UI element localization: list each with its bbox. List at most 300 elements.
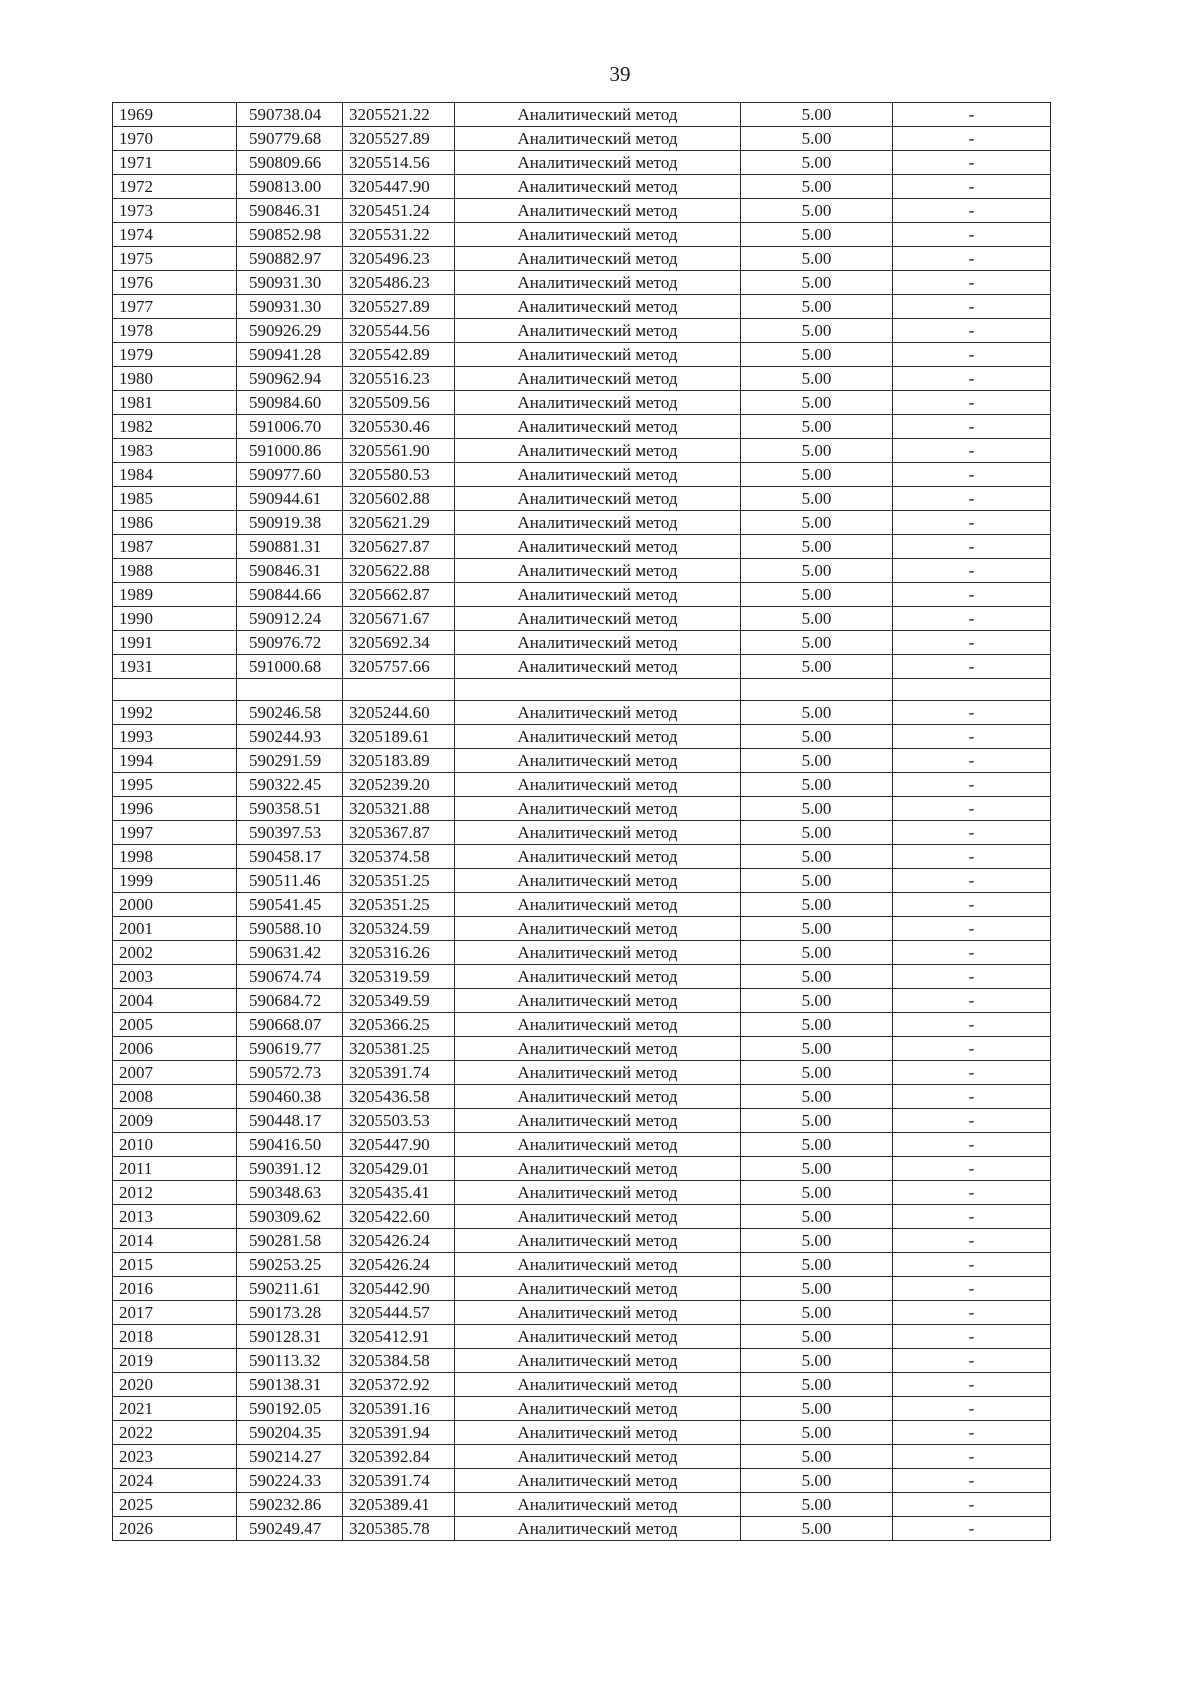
y-coordinate-cell: 3205351.25: [343, 893, 455, 917]
x-coordinate-cell: 590448.17: [237, 1109, 343, 1133]
table-row: [113, 1517, 1051, 1541]
table-row: [113, 511, 1051, 535]
point-number-cell: 1988: [113, 559, 237, 583]
note-cell: -: [893, 845, 1051, 869]
error-cell: 5.00: [741, 965, 893, 989]
y-coordinate-cell: 3205426.24: [343, 1253, 455, 1277]
y-coordinate-cell: 3205319.59: [343, 965, 455, 989]
error-cell: 5.00: [741, 559, 893, 583]
error-cell: 5.00: [741, 199, 893, 223]
note-cell: -: [893, 631, 1051, 655]
note-cell: -: [893, 559, 1051, 583]
x-coordinate-cell: 590912.24: [237, 607, 343, 631]
error-cell: 5.00: [741, 1085, 893, 1109]
error-cell: 5.00: [741, 1469, 893, 1493]
method-cell: Аналитический метод: [455, 295, 741, 319]
x-coordinate-cell: 590460.38: [237, 1085, 343, 1109]
point-number-cell: 2016: [113, 1277, 237, 1301]
table-row: [113, 821, 1051, 845]
note-cell: -: [893, 1445, 1051, 1469]
note-cell: -: [893, 1277, 1051, 1301]
point-number-cell: 2000: [113, 893, 237, 917]
method-cell: Аналитический метод: [455, 223, 741, 247]
table-row: [113, 773, 1051, 797]
error-cell: 5.00: [741, 869, 893, 893]
error-cell: 5.00: [741, 247, 893, 271]
table-row: [113, 725, 1051, 749]
x-coordinate-cell: 590224.33: [237, 1469, 343, 1493]
method-cell: Аналитический метод: [455, 271, 741, 295]
error-cell: 5.00: [741, 319, 893, 343]
table-row: [113, 607, 1051, 631]
note-cell: -: [893, 1157, 1051, 1181]
table-row: [113, 1349, 1051, 1373]
y-coordinate-cell: 3205384.58: [343, 1349, 455, 1373]
point-number-cell: 1994: [113, 749, 237, 773]
method-cell: Аналитический метод: [455, 103, 741, 127]
note-cell: -: [893, 1253, 1051, 1277]
point-number-cell: 1972: [113, 175, 237, 199]
x-coordinate-cell: 590113.32: [237, 1349, 343, 1373]
y-coordinate-cell: 3205692.34: [343, 631, 455, 655]
note-cell: -: [893, 1397, 1051, 1421]
error-cell: 5.00: [741, 1229, 893, 1253]
table-row: [113, 1301, 1051, 1325]
y-coordinate-cell: 3205521.22: [343, 103, 455, 127]
method-cell: Аналитический метод: [455, 1349, 741, 1373]
x-coordinate-cell: 590138.31: [237, 1373, 343, 1397]
y-coordinate-cell: 3205366.25: [343, 1013, 455, 1037]
y-coordinate-cell: 3205435.41: [343, 1181, 455, 1205]
method-cell: Аналитический метод: [455, 1205, 741, 1229]
note-cell: -: [893, 367, 1051, 391]
table-row: [113, 1445, 1051, 1469]
y-coordinate-cell: 3205316.26: [343, 941, 455, 965]
y-coordinate-cell: 3205189.61: [343, 725, 455, 749]
x-coordinate-cell: 590809.66: [237, 151, 343, 175]
note-cell: -: [893, 1301, 1051, 1325]
note-cell: -: [893, 773, 1051, 797]
point-number-cell: 2022: [113, 1421, 237, 1445]
table-row: [113, 631, 1051, 655]
point-number-cell: 1990: [113, 607, 237, 631]
y-coordinate-cell: 3205391.74: [343, 1469, 455, 1493]
x-coordinate-cell: 590844.66: [237, 583, 343, 607]
note-cell: -: [893, 941, 1051, 965]
y-coordinate-cell: 3205442.90: [343, 1277, 455, 1301]
table-row: [113, 655, 1051, 679]
point-number-cell: 1999: [113, 869, 237, 893]
note-cell: -: [893, 869, 1051, 893]
method-cell: Аналитический метод: [455, 343, 741, 367]
method-cell: Аналитический метод: [455, 725, 741, 749]
x-coordinate-cell: 590458.17: [237, 845, 343, 869]
note-cell: -: [893, 439, 1051, 463]
table-row: [113, 223, 1051, 247]
method-cell: Аналитический метод: [455, 463, 741, 487]
point-number-cell: 1993: [113, 725, 237, 749]
method-cell: Аналитический метод: [455, 1109, 741, 1133]
x-coordinate-cell: 591000.68: [237, 655, 343, 679]
y-coordinate-cell: 3205321.88: [343, 797, 455, 821]
method-cell: Аналитический метод: [455, 1085, 741, 1109]
table-row: [113, 1037, 1051, 1061]
note-cell: -: [893, 511, 1051, 535]
x-coordinate-cell: 590813.00: [237, 175, 343, 199]
point-number-cell: 1979: [113, 343, 237, 367]
error-cell: 5.00: [741, 127, 893, 151]
y-coordinate-cell: 3205671.67: [343, 607, 455, 631]
x-coordinate-cell: 590572.73: [237, 1061, 343, 1085]
error-cell: 5.00: [741, 1013, 893, 1037]
method-cell: Аналитический метод: [455, 1325, 741, 1349]
table-row: [113, 1373, 1051, 1397]
note-cell: -: [893, 535, 1051, 559]
point-number-cell: 2001: [113, 917, 237, 941]
error-cell: 5.00: [741, 631, 893, 655]
note-cell: -: [893, 583, 1051, 607]
y-coordinate-cell: 3205451.24: [343, 199, 455, 223]
table-row: [113, 941, 1051, 965]
method-cell: Аналитический метод: [455, 1517, 741, 1541]
error-cell: 5.00: [741, 1397, 893, 1421]
note-cell: -: [893, 199, 1051, 223]
table-row: [113, 1133, 1051, 1157]
table-row: [113, 845, 1051, 869]
error-cell: 5.00: [741, 535, 893, 559]
y-coordinate-cell: 3205372.92: [343, 1373, 455, 1397]
empty-cell: [113, 679, 237, 701]
table-row: [113, 127, 1051, 151]
table-row: [113, 1493, 1051, 1517]
note-cell: -: [893, 701, 1051, 725]
error-cell: 5.00: [741, 773, 893, 797]
point-number-cell: 2024: [113, 1469, 237, 1493]
y-coordinate-cell: 3205374.58: [343, 845, 455, 869]
error-cell: 5.00: [741, 175, 893, 199]
point-number-cell: 2014: [113, 1229, 237, 1253]
error-cell: 5.00: [741, 343, 893, 367]
point-number-cell: 1980: [113, 367, 237, 391]
group-separator-row: [113, 679, 1051, 701]
y-coordinate-cell: 3205444.57: [343, 1301, 455, 1325]
y-coordinate-cell: 3205426.24: [343, 1229, 455, 1253]
table-row: [113, 1205, 1051, 1229]
note-cell: -: [893, 487, 1051, 511]
x-coordinate-cell: 590246.58: [237, 701, 343, 725]
note-cell: -: [893, 103, 1051, 127]
method-cell: Аналитический метод: [455, 893, 741, 917]
table-row: [113, 989, 1051, 1013]
error-cell: 5.00: [741, 1061, 893, 1085]
method-cell: Аналитический метод: [455, 869, 741, 893]
method-cell: Аналитический метод: [455, 773, 741, 797]
point-number-cell: 2018: [113, 1325, 237, 1349]
note-cell: -: [893, 151, 1051, 175]
method-cell: Аналитический метод: [455, 1133, 741, 1157]
table-row: [113, 749, 1051, 773]
y-coordinate-cell: 3205392.84: [343, 1445, 455, 1469]
y-coordinate-cell: 3205381.25: [343, 1037, 455, 1061]
note-cell: -: [893, 965, 1051, 989]
point-number-cell: 2013: [113, 1205, 237, 1229]
method-cell: Аналитический метод: [455, 965, 741, 989]
note-cell: -: [893, 725, 1051, 749]
y-coordinate-cell: 3205757.66: [343, 655, 455, 679]
method-cell: Аналитический метод: [455, 821, 741, 845]
method-cell: Аналитический метод: [455, 487, 741, 511]
x-coordinate-cell: 590358.51: [237, 797, 343, 821]
point-number-cell: 2017: [113, 1301, 237, 1325]
x-coordinate-cell: 590619.77: [237, 1037, 343, 1061]
x-coordinate-cell: 590204.35: [237, 1421, 343, 1445]
table-row: [113, 1061, 1051, 1085]
table-row: [113, 367, 1051, 391]
method-cell: Аналитический метод: [455, 1445, 741, 1469]
method-cell: Аналитический метод: [455, 1373, 741, 1397]
note-cell: -: [893, 607, 1051, 631]
point-number-cell: 1991: [113, 631, 237, 655]
x-coordinate-cell: 591000.86: [237, 439, 343, 463]
x-coordinate-cell: 590984.60: [237, 391, 343, 415]
error-cell: 5.00: [741, 701, 893, 725]
x-coordinate-cell: 590214.27: [237, 1445, 343, 1469]
error-cell: 5.00: [741, 583, 893, 607]
table-row: [113, 1181, 1051, 1205]
method-cell: Аналитический метод: [455, 1037, 741, 1061]
method-cell: Аналитический метод: [455, 127, 741, 151]
table-row: [113, 199, 1051, 223]
method-cell: Аналитический метод: [455, 535, 741, 559]
note-cell: -: [893, 893, 1051, 917]
table-row: [113, 415, 1051, 439]
y-coordinate-cell: 3205530.46: [343, 415, 455, 439]
x-coordinate-cell: 590668.07: [237, 1013, 343, 1037]
method-cell: Аналитический метод: [455, 1061, 741, 1085]
method-cell: Аналитический метод: [455, 583, 741, 607]
note-cell: -: [893, 343, 1051, 367]
method-cell: Аналитический метод: [455, 367, 741, 391]
point-number-cell: 1984: [113, 463, 237, 487]
coordinates-table: [112, 102, 1051, 1541]
error-cell: 5.00: [741, 1277, 893, 1301]
table-row: [113, 917, 1051, 941]
method-cell: Аналитический метод: [455, 199, 741, 223]
point-number-cell: 1986: [113, 511, 237, 535]
method-cell: Аналитический метод: [455, 559, 741, 583]
error-cell: 5.00: [741, 989, 893, 1013]
x-coordinate-cell: 590779.68: [237, 127, 343, 151]
point-number-cell: 2019: [113, 1349, 237, 1373]
point-number-cell: 1978: [113, 319, 237, 343]
x-coordinate-cell: 590882.97: [237, 247, 343, 271]
note-cell: -: [893, 1229, 1051, 1253]
x-coordinate-cell: 590348.63: [237, 1181, 343, 1205]
y-coordinate-cell: 3205389.41: [343, 1493, 455, 1517]
table-row: [113, 1277, 1051, 1301]
table-row: [113, 295, 1051, 319]
note-cell: -: [893, 415, 1051, 439]
point-number-cell: 2012: [113, 1181, 237, 1205]
error-cell: 5.00: [741, 1421, 893, 1445]
empty-cell: [343, 679, 455, 701]
point-number-cell: 1983: [113, 439, 237, 463]
error-cell: 5.00: [741, 1349, 893, 1373]
error-cell: 5.00: [741, 797, 893, 821]
table-row: [113, 893, 1051, 917]
note-cell: -: [893, 1109, 1051, 1133]
point-number-cell: 2026: [113, 1517, 237, 1541]
table-row: [113, 1157, 1051, 1181]
table-row: [113, 1085, 1051, 1109]
y-coordinate-cell: 3205324.59: [343, 917, 455, 941]
x-coordinate-cell: 590173.28: [237, 1301, 343, 1325]
method-cell: Аналитический метод: [455, 1181, 741, 1205]
method-cell: Аналитический метод: [455, 989, 741, 1013]
y-coordinate-cell: 3205627.87: [343, 535, 455, 559]
error-cell: 5.00: [741, 1133, 893, 1157]
point-number-cell: 1981: [113, 391, 237, 415]
note-cell: -: [893, 1085, 1051, 1109]
error-cell: 5.00: [741, 893, 893, 917]
y-coordinate-cell: 3205367.87: [343, 821, 455, 845]
page-number: 39: [609, 62, 631, 86]
x-coordinate-cell: 590232.86: [237, 1493, 343, 1517]
table-row: [113, 1013, 1051, 1037]
point-number-cell: 2023: [113, 1445, 237, 1469]
x-coordinate-cell: 590919.38: [237, 511, 343, 535]
note-cell: -: [893, 247, 1051, 271]
x-coordinate-cell: 590738.04: [237, 103, 343, 127]
table-row: [113, 463, 1051, 487]
y-coordinate-cell: 3205183.89: [343, 749, 455, 773]
x-coordinate-cell: 590941.28: [237, 343, 343, 367]
table-row: [113, 965, 1051, 989]
note-cell: -: [893, 1325, 1051, 1349]
table-row: [113, 175, 1051, 199]
point-number-cell: 1971: [113, 151, 237, 175]
method-cell: Аналитический метод: [455, 655, 741, 679]
y-coordinate-cell: 3205503.53: [343, 1109, 455, 1133]
y-coordinate-cell: 3205527.89: [343, 295, 455, 319]
x-coordinate-cell: 590684.72: [237, 989, 343, 1013]
x-coordinate-cell: 590977.60: [237, 463, 343, 487]
point-number-cell: 1975: [113, 247, 237, 271]
x-coordinate-cell: 590192.05: [237, 1397, 343, 1421]
y-coordinate-cell: 3205351.25: [343, 869, 455, 893]
method-cell: Аналитический метод: [455, 1277, 741, 1301]
y-coordinate-cell: 3205447.90: [343, 1133, 455, 1157]
method-cell: Аналитический метод: [455, 845, 741, 869]
point-number-cell: 2021: [113, 1397, 237, 1421]
empty-cell: [893, 679, 1051, 701]
y-coordinate-cell: 3205391.74: [343, 1061, 455, 1085]
table-row: [113, 701, 1051, 725]
error-cell: 5.00: [741, 1157, 893, 1181]
table-row: [113, 559, 1051, 583]
x-coordinate-cell: 590309.62: [237, 1205, 343, 1229]
x-coordinate-cell: 590631.42: [237, 941, 343, 965]
point-number-cell: 1996: [113, 797, 237, 821]
y-coordinate-cell: 3205429.01: [343, 1157, 455, 1181]
table-row: [113, 343, 1051, 367]
error-cell: 5.00: [741, 1445, 893, 1469]
point-number-cell: 2020: [113, 1373, 237, 1397]
point-number-cell: 1982: [113, 415, 237, 439]
error-cell: 5.00: [741, 487, 893, 511]
note-cell: -: [893, 271, 1051, 295]
x-coordinate-cell: 590962.94: [237, 367, 343, 391]
point-number-cell: 1973: [113, 199, 237, 223]
note-cell: -: [893, 749, 1051, 773]
error-cell: 5.00: [741, 1205, 893, 1229]
method-cell: Аналитический метод: [455, 797, 741, 821]
table-row: [113, 151, 1051, 175]
error-cell: 5.00: [741, 725, 893, 749]
point-number-cell: 1974: [113, 223, 237, 247]
y-coordinate-cell: 3205662.87: [343, 583, 455, 607]
method-cell: Аналитический метод: [455, 1157, 741, 1181]
y-coordinate-cell: 3205447.90: [343, 175, 455, 199]
note-cell: -: [893, 223, 1051, 247]
note-cell: -: [893, 821, 1051, 845]
point-number-cell: 2005: [113, 1013, 237, 1037]
point-number-cell: 1995: [113, 773, 237, 797]
method-cell: Аналитический метод: [455, 1397, 741, 1421]
x-coordinate-cell: 590416.50: [237, 1133, 343, 1157]
x-coordinate-cell: 590253.25: [237, 1253, 343, 1277]
x-coordinate-cell: 590931.30: [237, 295, 343, 319]
x-coordinate-cell: 590249.47: [237, 1517, 343, 1541]
method-cell: Аналитический метод: [455, 1493, 741, 1517]
point-number-cell: 1931: [113, 655, 237, 679]
error-cell: 5.00: [741, 439, 893, 463]
note-cell: -: [893, 295, 1051, 319]
error-cell: 5.00: [741, 367, 893, 391]
error-cell: 5.00: [741, 1373, 893, 1397]
x-coordinate-cell: 590674.74: [237, 965, 343, 989]
error-cell: 5.00: [741, 463, 893, 487]
y-coordinate-cell: 3205391.16: [343, 1397, 455, 1421]
y-coordinate-cell: 3205622.88: [343, 559, 455, 583]
error-cell: 5.00: [741, 223, 893, 247]
table-row: [113, 271, 1051, 295]
y-coordinate-cell: 3205412.91: [343, 1325, 455, 1349]
table-row: [113, 391, 1051, 415]
note-cell: -: [893, 1421, 1051, 1445]
table-row: [113, 1109, 1051, 1133]
point-number-cell: 1970: [113, 127, 237, 151]
note-cell: -: [893, 917, 1051, 941]
method-cell: Аналитический метод: [455, 415, 741, 439]
error-cell: 5.00: [741, 749, 893, 773]
x-coordinate-cell: 590846.31: [237, 199, 343, 223]
table-row: [113, 583, 1051, 607]
table-row: [113, 1325, 1051, 1349]
error-cell: 5.00: [741, 415, 893, 439]
point-number-cell: 2008: [113, 1085, 237, 1109]
method-cell: Аналитический метод: [455, 1253, 741, 1277]
table-row: [113, 1421, 1051, 1445]
y-coordinate-cell: 3205542.89: [343, 343, 455, 367]
note-cell: -: [893, 1493, 1051, 1517]
note-cell: -: [893, 1013, 1051, 1037]
x-coordinate-cell: 590931.30: [237, 271, 343, 295]
empty-cell: [237, 679, 343, 701]
note-cell: -: [893, 1133, 1051, 1157]
point-number-cell: 1969: [113, 103, 237, 127]
method-cell: Аналитический метод: [455, 319, 741, 343]
